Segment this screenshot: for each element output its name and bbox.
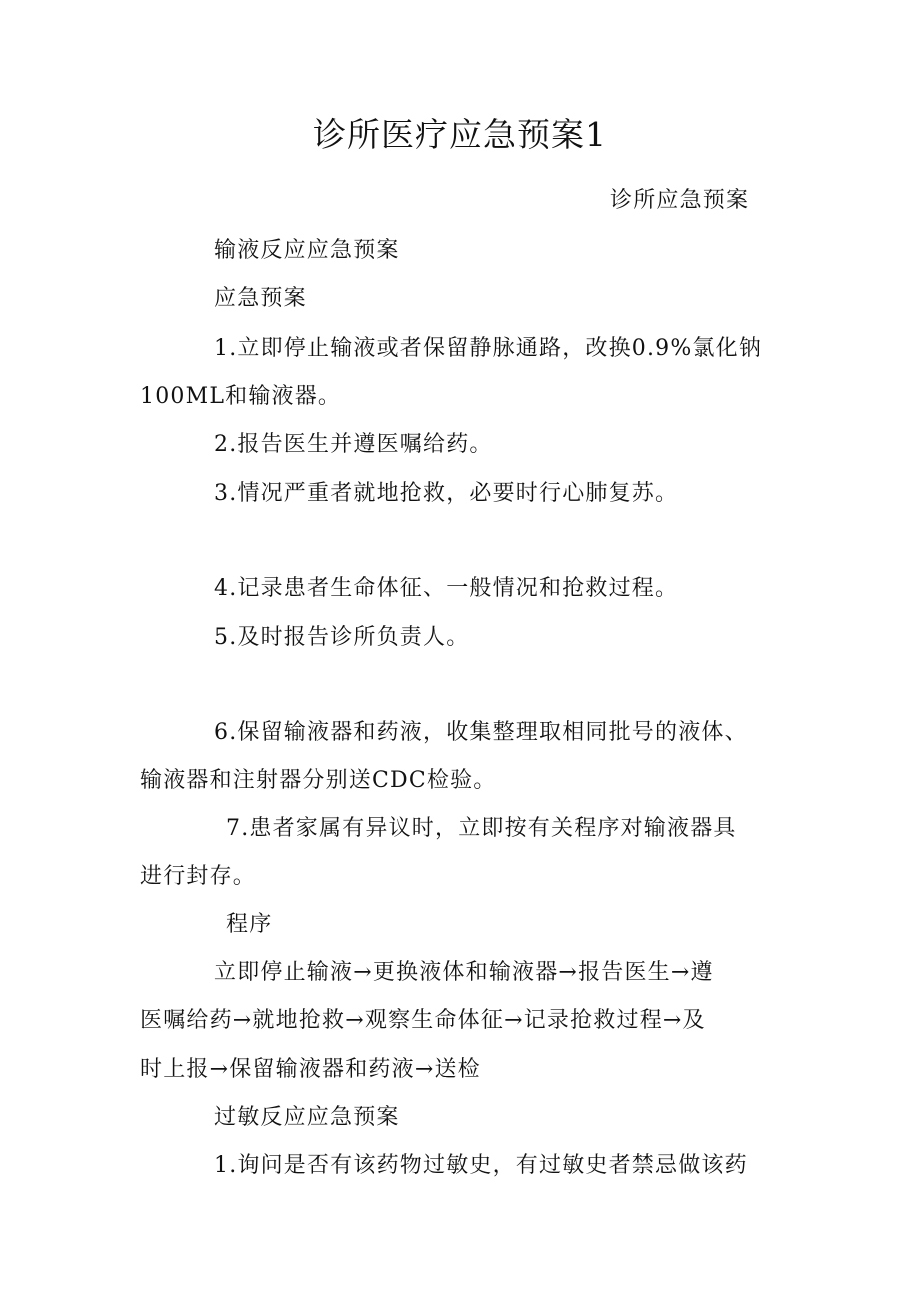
document-subtitle: 诊所应急预案: [610, 188, 750, 213]
paragraph-line: 7.患者家属有异议时，立即按有关程序对输液器具: [226, 816, 737, 841]
paragraph-line: 时上报→保留输液器和药液→送检: [140, 1057, 481, 1082]
document-title: 诊所医疗应急预案1: [313, 115, 607, 154]
section-heading-infusion-reaction: 输液反应应急预案: [214, 238, 400, 263]
subheading-procedure: 程序: [226, 912, 273, 937]
paragraph-line: 立即停止输液→更换液体和输液器→报告医生→遵: [214, 960, 714, 985]
paragraph-line: 进行封存。: [140, 864, 257, 889]
paragraph-line: 3.情况严重者就地抢救，必要时行心肺复苏。: [214, 481, 679, 506]
paragraph-line: 输液器和注射器分别送CDC检验。: [140, 768, 497, 793]
paragraph-line: 医嘱给药→就地抢救→观察生命体征→记录抢救过程→及: [140, 1008, 706, 1033]
paragraph-line: 100ML和输液器。: [140, 384, 342, 409]
paragraph-line: 1.立即停止输液或者保留静脉通路，改换0.9%氯化钠: [214, 336, 763, 361]
paragraph-line: 4.记录患者生命体征、一般情况和抢救过程。: [214, 576, 679, 601]
paragraph-line: 1.询问是否有该药物过敏史，有过敏史者禁忌做该药: [214, 1153, 748, 1178]
paragraph-line: 5.及时报告诊所负责人。: [214, 625, 470, 650]
subheading-emergency-plan: 应急预案: [214, 286, 307, 311]
paragraph-line: 2.报告医生并遵医嘱给药。: [214, 432, 493, 457]
section-heading-allergic-reaction: 过敏反应应急预案: [214, 1105, 400, 1130]
paragraph-line: 6.保留输液器和药液，收集整理取相同批号的液体、: [214, 720, 748, 745]
